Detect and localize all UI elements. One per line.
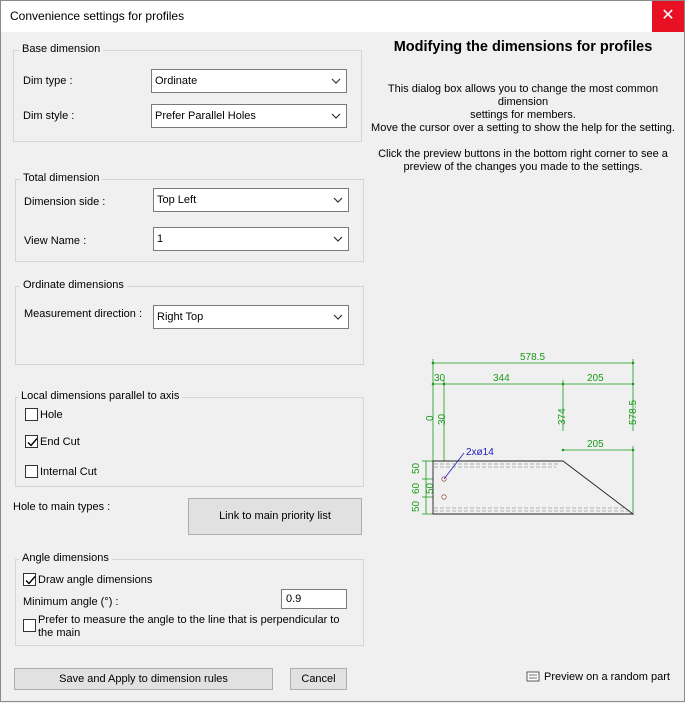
dimension-side-value: Top Left: [157, 194, 197, 206]
save-and-apply-label: Save and Apply to dimension rules: [59, 673, 228, 685]
dim-v374-text: 374: [557, 408, 568, 425]
help-p3-line1: Click the preview buttons in the bottom right corner to see a: [378, 148, 668, 160]
base-dimension-legend: Base dimension: [19, 43, 103, 55]
dim-left-50a-text: 50: [411, 462, 422, 474]
cancel-label: Cancel: [301, 673, 336, 685]
view-name-label: View Name :: [24, 235, 87, 247]
hole-leader: [444, 453, 464, 479]
dim-tick-8: [632, 449, 635, 452]
dim-left-50b-text: 50: [411, 500, 422, 512]
close-icon: ✕: [661, 7, 675, 24]
dimension-side-label: Dimension side :: [24, 196, 106, 208]
help-p1-line2: settings for members.: [470, 109, 576, 121]
dim-type-label: Dim type :: [23, 75, 73, 87]
dim-seg1-text: 30: [434, 373, 446, 384]
measurement-direction-value: Right Top: [157, 311, 204, 323]
preview-drawing: [1, 1, 685, 703]
dim-v0-text: 0: [425, 415, 436, 421]
end-cut-label: End Cut: [40, 436, 80, 448]
dim-cut-text: 205: [587, 439, 604, 450]
dim-type-value: Ordinate: [155, 75, 198, 87]
help-paragraph-2: Move the cursor over a setting to show the help for the setting.: [371, 122, 675, 134]
dim-tick-7: [562, 449, 565, 452]
hole-lower: [442, 495, 446, 499]
view-name-value: 1: [157, 233, 164, 245]
dim-left-50c-text: 50: [425, 482, 436, 494]
hole-to-main-label: Hole to main types :: [13, 501, 111, 513]
dim-seg3-text: 205: [587, 373, 604, 384]
dim-tick-6: [632, 383, 635, 386]
prefer-perpendicular-label-line1: Prefer to measure the angle to the line that is perpendicular to: [38, 614, 340, 626]
preview-random-part-button[interactable]: [544, 671, 670, 683]
hole-label: Hole: [40, 409, 63, 421]
dim-seg2-text: 344: [493, 373, 510, 384]
help-p3-line2: preview of the changes you made to the settings.: [403, 161, 643, 173]
draw-angle-dimensions-label: Draw angle dimensions: [38, 574, 153, 586]
preview-icon: [527, 672, 539, 681]
prefer-perpendicular-label-line2: the main: [38, 627, 81, 639]
total-dimension-legend: Total dimension: [20, 172, 102, 184]
dim-overall-text: 578.5: [520, 352, 546, 363]
ordinate-dimensions-legend: Ordinate dimensions: [20, 279, 127, 291]
dim-style-value: Prefer Parallel Holes: [155, 110, 256, 122]
dim-tick-2: [632, 362, 635, 365]
dim-v30-text: 30: [437, 413, 448, 425]
dim-v578-text: 578.5: [628, 399, 639, 425]
internal-cut-label: Internal Cut: [40, 466, 97, 478]
angle-dimensions-legend: Angle dimensions: [19, 552, 112, 564]
part-outline: [433, 461, 633, 514]
dim-left-60-text: 60: [411, 482, 422, 494]
link-to-main-priority-label: Link to main priority list: [219, 510, 331, 522]
help-title: Modifying the dimensions for profiles: [393, 39, 653, 55]
dim-tick-1: [432, 362, 435, 365]
minimum-angle-label: Minimum angle (°) :: [23, 596, 119, 608]
window-title: Convenience settings for profiles: [10, 9, 185, 23]
help-p1-line1: This dialog box allows you to change the most common dimension: [387, 83, 659, 108]
hole-note-text: 2xø14: [466, 447, 494, 458]
dim-style-label: Dim style :: [23, 110, 75, 122]
dim-tick-5: [562, 383, 565, 386]
measurement-direction-label: Measurement direction :: [24, 308, 142, 320]
preview-random-part-label: Preview on a random part: [544, 671, 670, 683]
local-dimensions-legend: Local dimensions parallel to axis: [18, 390, 182, 402]
